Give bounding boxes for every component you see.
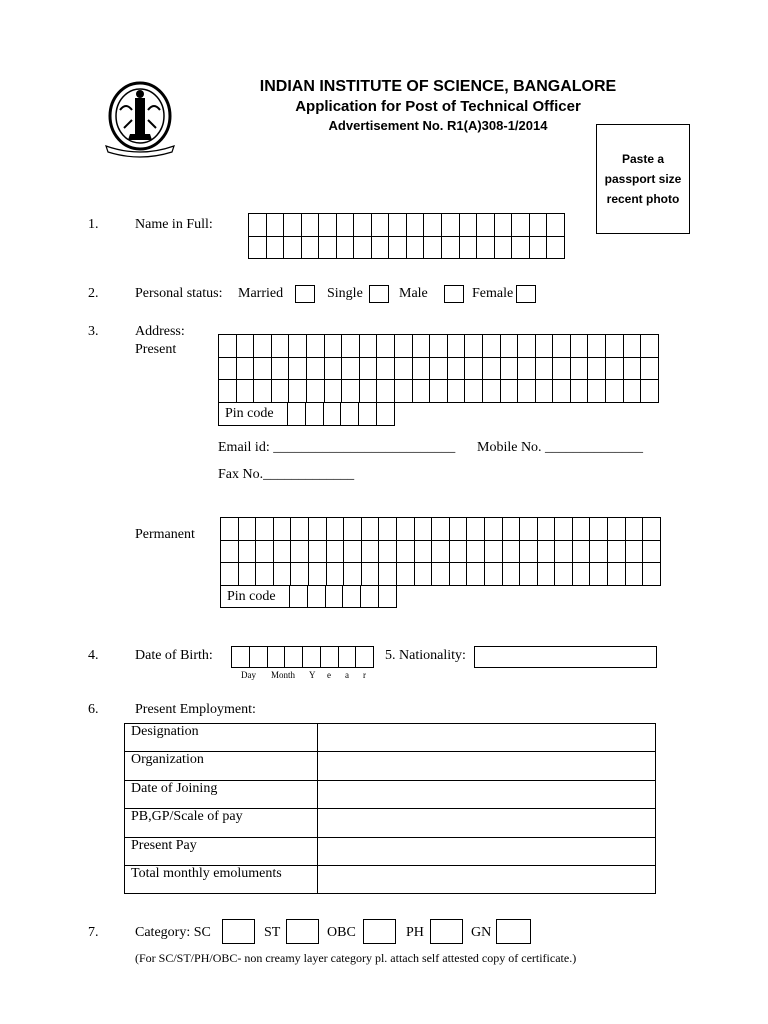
- application-title: Application for Post of Technical Officer: [295, 98, 581, 115]
- address-char-box[interactable]: [361, 563, 379, 586]
- address-char-box[interactable]: [344, 518, 362, 541]
- address-char-box[interactable]: [588, 335, 606, 358]
- present-pin-row[interactable]: [218, 402, 395, 426]
- address-char-box[interactable]: [590, 563, 608, 586]
- address-char-box[interactable]: [396, 518, 414, 541]
- organization-field[interactable]: [318, 752, 656, 780]
- male-label: Male: [399, 286, 428, 301]
- address-char-box[interactable]: [625, 518, 643, 541]
- table-row: [125, 780, 656, 808]
- photo-instructions: Paste a passport size recent photo: [604, 152, 682, 206]
- address-char-box[interactable]: [467, 540, 485, 563]
- name-char-box[interactable]: [494, 214, 512, 237]
- category-note: (For SC/ST/PH/OBC- non creamy layer category pl. attach self attested copy of certificate.): [135, 951, 577, 965]
- table-row: [125, 865, 656, 893]
- name-char-box[interactable]: [459, 236, 477, 259]
- name-char-box[interactable]: [249, 236, 267, 259]
- address-char-box[interactable]: [572, 518, 590, 541]
- address-char-box[interactable]: [342, 357, 360, 380]
- address-char-box[interactable]: [447, 335, 465, 358]
- address-char-box[interactable]: [606, 335, 624, 358]
- single-checkbox[interactable]: [369, 285, 389, 303]
- name-char-box[interactable]: [424, 236, 442, 259]
- dob-digit-box[interactable]: [285, 647, 303, 668]
- address-char-box[interactable]: [326, 540, 344, 563]
- address-char-box[interactable]: [430, 335, 448, 358]
- address-char-box[interactable]: [306, 335, 324, 358]
- address-char-box[interactable]: [518, 357, 536, 380]
- address-char-box[interactable]: [308, 518, 326, 541]
- name-char-box[interactable]: [266, 214, 284, 237]
- address-char-box[interactable]: [590, 518, 608, 541]
- q1-number: 1.: [88, 217, 99, 232]
- address-char-box[interactable]: [588, 380, 606, 403]
- name-char-box[interactable]: [319, 214, 337, 237]
- address-char-box[interactable]: [256, 540, 274, 563]
- address-char-box[interactable]: [535, 357, 553, 380]
- dob-digit-box[interactable]: [249, 647, 267, 668]
- dob-digit-box[interactable]: [338, 647, 356, 668]
- gn-checkbox[interactable]: [496, 919, 531, 944]
- name-char-box[interactable]: [442, 236, 460, 259]
- institute-name: INDIAN INSTITUTE OF SCIENCE, BANGALORE: [259, 78, 617, 95]
- address-char-box[interactable]: [502, 518, 520, 541]
- address-char-box[interactable]: [271, 357, 289, 380]
- name-char-box[interactable]: [442, 214, 460, 237]
- name-label: Name in Full:: [135, 217, 213, 232]
- scale-of-pay-field[interactable]: [318, 809, 656, 837]
- present-address-label: Present: [135, 342, 177, 357]
- year-letter: e: [327, 670, 331, 680]
- address-char-box[interactable]: [289, 380, 307, 403]
- address-label: Address:: [135, 324, 185, 339]
- address-char-box[interactable]: [238, 540, 256, 563]
- st-checkbox[interactable]: [286, 919, 319, 944]
- address-char-box[interactable]: [465, 357, 483, 380]
- address-char-box[interactable]: [379, 563, 397, 586]
- organization-label: Organization: [125, 752, 318, 780]
- name-char-box[interactable]: [301, 236, 319, 259]
- name-char-box[interactable]: [529, 214, 547, 237]
- single-label: Single: [327, 286, 363, 301]
- st-label: ST: [264, 925, 281, 940]
- address-char-box[interactable]: [324, 335, 342, 358]
- address-char-box[interactable]: [291, 563, 309, 586]
- dob-digit-box[interactable]: [267, 647, 285, 668]
- address-char-box[interactable]: [484, 540, 502, 563]
- day-label: Day: [241, 670, 256, 680]
- address-char-box[interactable]: [467, 518, 485, 541]
- address-char-box[interactable]: [359, 357, 377, 380]
- name-char-box[interactable]: [459, 214, 477, 237]
- address-char-box[interactable]: [467, 563, 485, 586]
- name-char-box[interactable]: [512, 236, 530, 259]
- address-char-box[interactable]: [306, 357, 324, 380]
- category-label: Category: SC: [135, 925, 211, 940]
- nationality-field[interactable]: [474, 646, 657, 668]
- address-char-box[interactable]: [447, 380, 465, 403]
- address-char-box[interactable]: [221, 518, 239, 541]
- total-emoluments-label: Total monthly emoluments: [125, 865, 318, 893]
- address-char-box[interactable]: [465, 380, 483, 403]
- year-letter: a: [345, 670, 349, 680]
- address-char-box[interactable]: [256, 563, 274, 586]
- address-char-box[interactable]: [396, 540, 414, 563]
- address-char-box[interactable]: [623, 357, 641, 380]
- address-char-box[interactable]: [535, 335, 553, 358]
- address-char-box[interactable]: [518, 335, 536, 358]
- name-char-box[interactable]: [512, 214, 530, 237]
- address-char-box[interactable]: [254, 335, 272, 358]
- ph-label: PH: [406, 925, 424, 940]
- dob-digit-box[interactable]: [303, 647, 321, 668]
- address-char-box[interactable]: [555, 540, 573, 563]
- present-employment-label: Present Employment:: [135, 702, 256, 717]
- address-char-box[interactable]: [643, 518, 661, 541]
- table-row: [125, 724, 656, 752]
- address-char-box[interactable]: [236, 357, 254, 380]
- address-char-box[interactable]: [377, 380, 395, 403]
- address-char-box[interactable]: [553, 357, 571, 380]
- address-char-box[interactable]: [608, 563, 626, 586]
- address-char-box[interactable]: [396, 563, 414, 586]
- address-char-box[interactable]: [572, 563, 590, 586]
- q2-number: 2.: [88, 286, 99, 301]
- address-char-box[interactable]: [502, 563, 520, 586]
- address-char-box[interactable]: [432, 563, 450, 586]
- address-char-box[interactable]: [449, 518, 467, 541]
- name-char-box[interactable]: [336, 236, 354, 259]
- personal-status-label: Personal status:: [135, 286, 223, 301]
- name-char-box[interactable]: [494, 236, 512, 259]
- nationality-label: 5. Nationality:: [385, 648, 466, 663]
- address-char-box[interactable]: [555, 518, 573, 541]
- name-char-box[interactable]: [406, 214, 424, 237]
- address-char-box[interactable]: [500, 380, 518, 403]
- email-field[interactable]: Email id: __________________________: [218, 440, 456, 455]
- address-char-box[interactable]: [449, 563, 467, 586]
- address-char-box[interactable]: [553, 335, 571, 358]
- address-char-box[interactable]: [361, 540, 379, 563]
- pin-code-label: Pin code: [219, 403, 288, 426]
- name-char-box[interactable]: [336, 214, 354, 237]
- present-pay-label: Present Pay: [125, 837, 318, 865]
- dob-digit-box[interactable]: [232, 647, 250, 668]
- address-char-box[interactable]: [555, 563, 573, 586]
- address-char-box[interactable]: [537, 563, 555, 586]
- date-of-joining-label: Date of Joining: [125, 780, 318, 808]
- address-char-box[interactable]: [238, 563, 256, 586]
- scale-of-pay-label: PB,GP/Scale of pay: [125, 809, 318, 837]
- address-char-box[interactable]: [482, 380, 500, 403]
- address-char-box[interactable]: [219, 380, 237, 403]
- year-letter: r: [363, 670, 366, 680]
- permanent-address-label: Permanent: [135, 527, 195, 542]
- address-char-box[interactable]: [219, 357, 237, 380]
- address-char-box[interactable]: [537, 518, 555, 541]
- address-char-box[interactable]: [221, 563, 239, 586]
- address-char-box[interactable]: [608, 540, 626, 563]
- address-char-box[interactable]: [344, 540, 362, 563]
- address-char-box[interactable]: [289, 335, 307, 358]
- address-char-box[interactable]: [535, 380, 553, 403]
- address-char-box[interactable]: [432, 540, 450, 563]
- designation-field[interactable]: [318, 724, 656, 752]
- name-char-box[interactable]: [529, 236, 547, 259]
- address-char-box[interactable]: [326, 563, 344, 586]
- address-char-box[interactable]: [219, 335, 237, 358]
- address-char-box[interactable]: [482, 335, 500, 358]
- name-char-box[interactable]: [424, 214, 442, 237]
- address-char-box[interactable]: [500, 335, 518, 358]
- address-char-box[interactable]: [432, 518, 450, 541]
- address-char-box[interactable]: [518, 380, 536, 403]
- name-char-box[interactable]: [284, 214, 302, 237]
- present-address-grid[interactable]: [218, 334, 659, 403]
- name-char-box[interactable]: [354, 236, 372, 259]
- address-char-box[interactable]: [570, 380, 588, 403]
- address-char-box[interactable]: [412, 380, 430, 403]
- name-char-box[interactable]: [284, 236, 302, 259]
- address-char-box[interactable]: [273, 540, 291, 563]
- address-char-box[interactable]: [414, 563, 432, 586]
- address-char-box[interactable]: [572, 540, 590, 563]
- name-char-box[interactable]: [389, 236, 407, 259]
- employment-table: [124, 723, 656, 894]
- address-char-box[interactable]: [570, 335, 588, 358]
- address-char-box[interactable]: [254, 357, 272, 380]
- address-char-box[interactable]: [344, 563, 362, 586]
- address-char-box[interactable]: [447, 357, 465, 380]
- address-char-box[interactable]: [308, 563, 326, 586]
- address-char-box[interactable]: [254, 380, 272, 403]
- address-char-box[interactable]: [623, 335, 641, 358]
- address-char-box[interactable]: [289, 357, 307, 380]
- address-char-box[interactable]: [291, 540, 309, 563]
- total-emoluments-field[interactable]: [318, 865, 656, 893]
- permanent-pin-row[interactable]: [220, 585, 397, 608]
- female-label: Female: [472, 286, 514, 301]
- address-char-box[interactable]: [359, 335, 377, 358]
- address-char-box[interactable]: [590, 540, 608, 563]
- address-char-box[interactable]: [221, 540, 239, 563]
- month-label: Month: [271, 670, 296, 680]
- gn-label: GN: [471, 925, 492, 940]
- address-char-box[interactable]: [643, 563, 661, 586]
- address-char-box[interactable]: [394, 380, 412, 403]
- address-char-box[interactable]: [520, 540, 538, 563]
- address-char-box[interactable]: [606, 357, 624, 380]
- dob-grid[interactable]: [231, 646, 374, 668]
- name-char-box[interactable]: [371, 236, 389, 259]
- address-char-box[interactable]: [449, 540, 467, 563]
- ph-checkbox[interactable]: [430, 919, 463, 944]
- address-char-box[interactable]: [379, 540, 397, 563]
- address-char-box[interactable]: [394, 335, 412, 358]
- address-char-box[interactable]: [238, 518, 256, 541]
- photo-box[interactable]: [596, 124, 690, 234]
- name-char-box[interactable]: [547, 214, 565, 237]
- name-char-box[interactable]: [547, 236, 565, 259]
- year-letter: Y: [309, 670, 316, 680]
- name-char-box[interactable]: [249, 214, 267, 237]
- name-char-box[interactable]: [389, 214, 407, 237]
- fax-field[interactable]: Fax No._____________: [218, 467, 355, 482]
- present-pay-field[interactable]: [318, 837, 656, 865]
- sc-checkbox[interactable]: [222, 919, 255, 944]
- married-checkbox[interactable]: [295, 285, 315, 303]
- address-char-box[interactable]: [625, 563, 643, 586]
- address-char-box[interactable]: [623, 380, 641, 403]
- name-char-box[interactable]: [301, 214, 319, 237]
- address-char-box[interactable]: [412, 335, 430, 358]
- dob-digit-box[interactable]: [356, 647, 374, 668]
- female-checkbox[interactable]: [516, 285, 536, 303]
- address-char-box[interactable]: [553, 380, 571, 403]
- dob-digit-box[interactable]: [320, 647, 338, 668]
- name-char-box[interactable]: [406, 236, 424, 259]
- address-char-box[interactable]: [414, 540, 432, 563]
- address-char-box[interactable]: [324, 380, 342, 403]
- address-char-box[interactable]: [361, 518, 379, 541]
- name-grid[interactable]: [248, 213, 565, 259]
- q4-number: 4.: [88, 648, 99, 663]
- address-char-box[interactable]: [377, 335, 395, 358]
- address-char-box[interactable]: [236, 380, 254, 403]
- address-char-box[interactable]: [414, 518, 432, 541]
- address-char-box[interactable]: [570, 357, 588, 380]
- address-char-box[interactable]: [606, 380, 624, 403]
- address-char-box[interactable]: [394, 357, 412, 380]
- q6-number: 6.: [88, 702, 99, 717]
- date-of-joining-field[interactable]: [318, 780, 656, 808]
- address-char-box[interactable]: [291, 518, 309, 541]
- address-char-box[interactable]: [520, 518, 538, 541]
- address-char-box[interactable]: [359, 380, 377, 403]
- q7-number: 7.: [88, 925, 99, 940]
- mobile-field[interactable]: Mobile No. ______________: [477, 440, 644, 455]
- table-row: [125, 837, 656, 865]
- address-char-box[interactable]: [625, 540, 643, 563]
- address-char-box[interactable]: [482, 357, 500, 380]
- address-char-box[interactable]: [324, 357, 342, 380]
- address-char-box[interactable]: [273, 563, 291, 586]
- address-char-box[interactable]: [430, 357, 448, 380]
- address-char-box[interactable]: [641, 357, 659, 380]
- name-char-box[interactable]: [477, 236, 495, 259]
- name-char-box[interactable]: [319, 236, 337, 259]
- address-char-box[interactable]: [308, 540, 326, 563]
- address-char-box[interactable]: [271, 335, 289, 358]
- address-char-box[interactable]: [520, 563, 538, 586]
- q3-number: 3.: [88, 324, 99, 339]
- address-char-box[interactable]: [484, 518, 502, 541]
- address-char-box[interactable]: [342, 380, 360, 403]
- address-char-box[interactable]: [641, 335, 659, 358]
- advertisement-number: Advertisement No. R1(A)308-1/2014: [328, 118, 548, 133]
- married-label: Married: [238, 286, 284, 301]
- obc-checkbox[interactable]: [363, 919, 396, 944]
- male-checkbox[interactable]: [444, 285, 464, 303]
- address-char-box[interactable]: [588, 357, 606, 380]
- address-char-box[interactable]: [306, 380, 324, 403]
- dob-label: Date of Birth:: [135, 648, 213, 663]
- permanent-address-grid[interactable]: [220, 517, 661, 586]
- obc-label: OBC: [327, 925, 356, 940]
- table-row: [125, 752, 656, 780]
- address-char-box[interactable]: [502, 540, 520, 563]
- name-char-box[interactable]: [477, 214, 495, 237]
- address-char-box[interactable]: [643, 540, 661, 563]
- address-char-box[interactable]: [326, 518, 344, 541]
- address-char-box[interactable]: [500, 357, 518, 380]
- address-char-box[interactable]: [273, 518, 291, 541]
- address-char-box[interactable]: [379, 518, 397, 541]
- name-char-box[interactable]: [266, 236, 284, 259]
- address-char-box[interactable]: [608, 518, 626, 541]
- pin-code-label: Pin code: [221, 586, 290, 608]
- table-row: [125, 809, 656, 837]
- address-char-box[interactable]: [412, 357, 430, 380]
- name-char-box[interactable]: [354, 214, 372, 237]
- address-char-box[interactable]: [271, 380, 289, 403]
- address-char-box[interactable]: [430, 380, 448, 403]
- designation-label: Designation: [125, 724, 318, 752]
- address-char-box[interactable]: [537, 540, 555, 563]
- address-char-box[interactable]: [236, 335, 254, 358]
- name-char-box[interactable]: [371, 214, 389, 237]
- address-char-box[interactable]: [256, 518, 274, 541]
- address-char-box[interactable]: [484, 563, 502, 586]
- address-char-box[interactable]: [342, 335, 360, 358]
- address-char-box[interactable]: [465, 335, 483, 358]
- address-char-box[interactable]: [377, 357, 395, 380]
- address-char-box[interactable]: [641, 380, 659, 403]
